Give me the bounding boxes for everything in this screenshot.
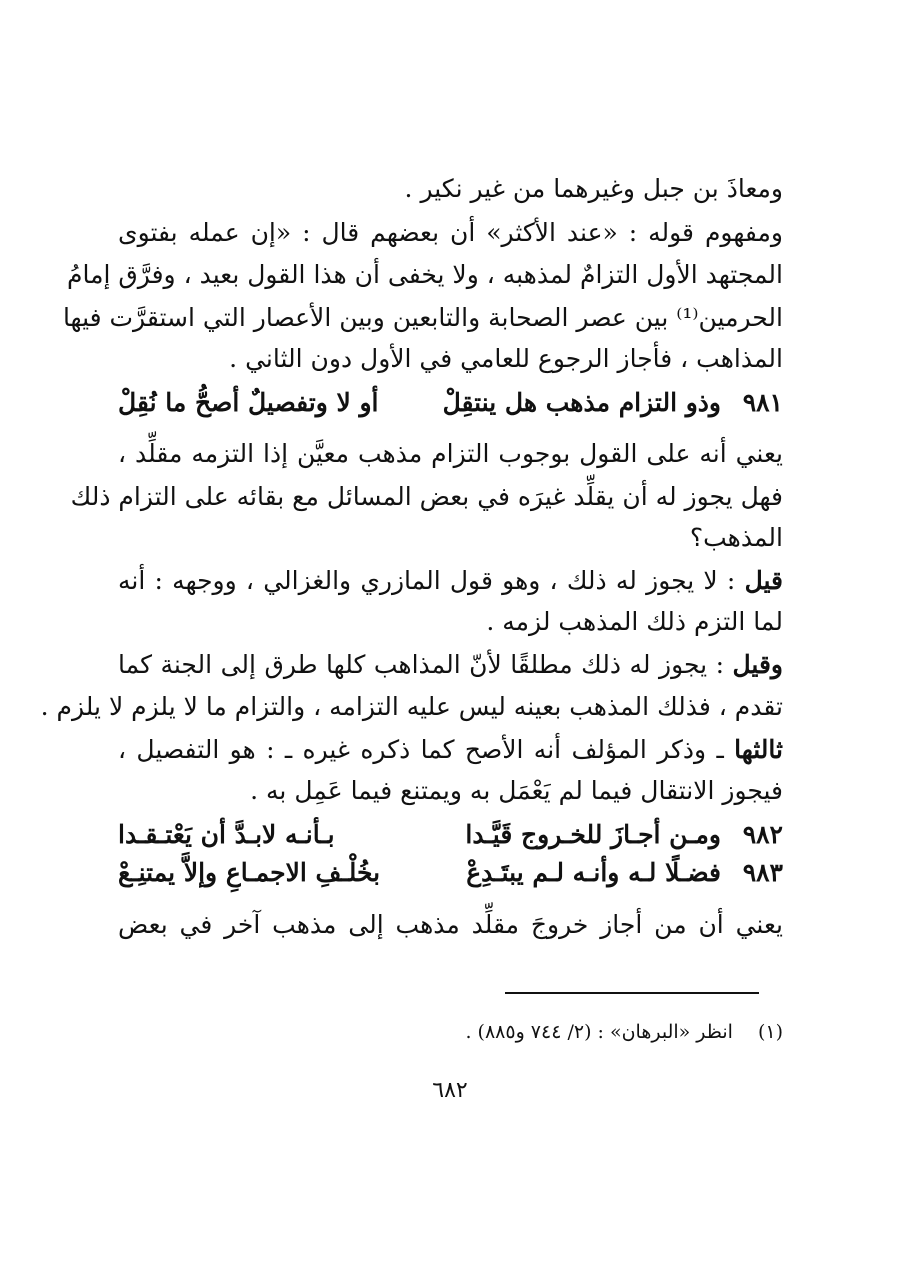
text-line: تقدم ، فذلك المذهب بعينه ليس عليه التزامه ، والتزام ما لا يلزم لا يلزم . xyxy=(40,692,783,721)
verse-hemistich-first: ومـن أجـازَ للخـروج قَيَّـدا xyxy=(465,820,721,849)
footnote-marker: (١) xyxy=(757,1021,783,1043)
text-line: وقيل : يجوز له ذلك مطلقًا لأنّ المذاهب كلها طرق إلى الجنة كما xyxy=(118,650,783,679)
text-line: يعني أن من أجاز خروجَ مقلِّد مذهب إلى مذهب آخر في بعض xyxy=(118,910,783,939)
text-line: ومفهوم قوله : «عند الأكثر» أن بعضهم قال : «إن عمله بفتوى xyxy=(118,218,783,247)
footnote-separator xyxy=(505,992,759,994)
text-line: ومعاذَ بن جبل وغيرهما من غير نكير . xyxy=(404,174,783,203)
text-line: المذاهب ، فأجاز الرجوع للعامي في الأول دون الثاني . xyxy=(229,344,783,373)
footnote-text: انظر «البرهان» : (٢/ ٧٤٤ و٨٨٥) . xyxy=(465,1021,733,1043)
text-line: فيجوز الانتقال فيما لم يَعْمَل به ويمتنع فيما عَمِل به . xyxy=(250,776,783,805)
text-line: قيل : لا يجوز له ذلك ، وهو قول المازري والغزالي ، ووجهه : أنه xyxy=(118,566,783,595)
verse-number: ٩٨٢ xyxy=(742,820,783,849)
verse-hemistich-first: فضـلًا لـه وأنـه لـم يبتَـدِعْ xyxy=(466,858,721,887)
verse-982 xyxy=(118,815,783,855)
footnote xyxy=(118,1017,783,1047)
verse-hemistich-second: بخُلْـفِ الاجمـاعِ وإلاَّ يمتنِـعْ xyxy=(118,858,381,887)
text-line: المجتهد الأول التزامٌ لمذهبه ، ولا يخفى أن هذا القول بعيد ، وفرَّق إمامُ xyxy=(67,260,783,289)
verse-number: ٩٨١ xyxy=(742,388,783,417)
text-line: ثالثها ـ وذكر المؤلف أنه الأصح كما ذكره غيره ـ : هو التفصيل ، xyxy=(118,735,783,764)
text-line: فهل يجوز له أن يقلِّد غيرَه في بعض المسائل مع بقائه على التزام ذلك xyxy=(70,482,783,511)
verse-981 xyxy=(118,383,783,423)
verse-hemistich-first: وذو التزام مذهب هل ينتقِلْ xyxy=(442,388,721,417)
page-number: ٦٨٢ xyxy=(432,1078,468,1103)
text-line: المذهب؟ xyxy=(689,523,783,552)
verse-number: ٩٨٣ xyxy=(742,858,783,887)
text-line: لما التزم ذلك المذهب لزمه . xyxy=(486,607,783,636)
verse-hemistich-second: بـأنـه لابـدَّ أن يَعْتـقـدا xyxy=(118,820,335,849)
text-line: الحرمين⁽¹⁾ بين عصر الصحابة والتابعين وبين الأعصار التي استقرَّت فيها xyxy=(62,303,783,332)
verse-hemistich-second: أو لا وتفصيلٌ أصحُّ ما نُقِلْ xyxy=(118,388,379,417)
verse-983 xyxy=(118,853,783,893)
text-line: يعني أنه على القول بوجوب التزام مذهب معيَّن إذا التزمه مقلِّد ، xyxy=(118,439,783,468)
